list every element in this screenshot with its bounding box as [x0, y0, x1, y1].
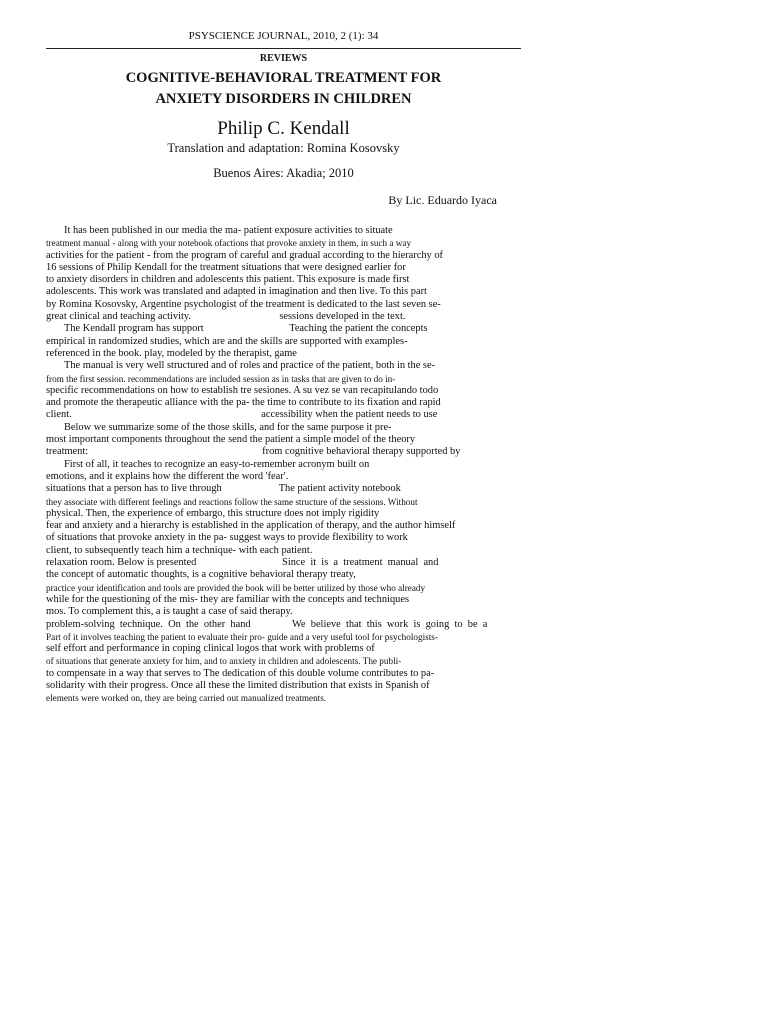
- review-body: [46, 225, 506, 705]
- body-line: treatment manual - along with your notebook ofactions that provoke anxiety in them, in such a way: [46, 238, 412, 249]
- body-line: and promote the therapeutic alliance with the pa- the time to contribute to its fixation and rapid: [46, 397, 441, 409]
- article-title: [46, 68, 521, 110]
- body-line: by Romina Kosovsky, Argentine psychologist of the treatment is dedicated to the last seven se-: [46, 298, 441, 310]
- body-line: mos. To complement this, a is taught a case of said therapy.: [46, 606, 293, 618]
- body-line: adolescents. This work was translated and adapted in imagination and then live. To this part: [46, 286, 427, 298]
- body-line: while for the questioning of the mis- they are familiar with the concepts and techniques: [46, 593, 409, 605]
- body-line: client, to subsequently teach him a technique- with each patient.: [46, 544, 313, 556]
- header-rule: [46, 48, 521, 49]
- body-line: most important components throughout the send the patient a simple model of the theory: [46, 434, 416, 446]
- body-line: Part of it involves teaching the patient to evaluate their pro- guide and a very useful tool for psychologists-: [46, 631, 438, 642]
- body-line: physical. Then, the experience of embargo, this structure does not imply rigidity: [46, 507, 380, 519]
- body-line: to anxiety disorders in children and adolescents this patient. This exposure is made first: [46, 274, 410, 286]
- book-author: Philip C. Kendall: [217, 118, 350, 139]
- body-line: activities for the patient - from the program of careful and gradual according to the hierarchy of: [46, 249, 443, 261]
- body-line: great clinical and teaching activity. sessions developed in the text.: [46, 311, 406, 323]
- body-line: relaxation room. Below is presented Since it is a treatment manual and: [46, 557, 439, 569]
- body-line: treatment: from cognitive behavioral therapy supported by: [46, 446, 461, 458]
- body-line: First of all, it teaches to recognize an easy-to-remember acronym built on: [64, 458, 370, 470]
- body-line: It has been published in our media the ma- patient exposure activities to situate: [64, 225, 393, 236]
- body-line: 16 sessions of Philip Kendall for the treatment situations that were designed earlier for: [46, 261, 406, 273]
- publisher-info: Buenos Aires: Akadia; 2010: [213, 166, 354, 180]
- body-line: empirical in randomized studies, which are and the skills are supported with examples-: [46, 335, 408, 347]
- body-line: to compensate in a way that serves to The dedication of this double volume contributes to pa-: [46, 667, 435, 679]
- body-line: self effort and performance in coping clinical logos that work with problems of: [46, 643, 375, 655]
- section-label: REVIEWS: [259, 53, 308, 64]
- body-line: The Kendall program has support Teaching the patient the concepts: [64, 323, 428, 335]
- body-line: the concept of automatic thoughts, is a cognitive behavioral therapy treaty,: [46, 569, 356, 581]
- title-line-2: ANXIETY DISORDERS IN CHILDREN: [155, 91, 412, 107]
- body-line: of situations that provoke anxiety in the pa- suggest ways to provide flexibility to work: [46, 532, 408, 544]
- body-line: emotions, and it explains how the different the word 'fear'.: [46, 470, 289, 482]
- body-line: elements were worked on, they are being carried out manualized treatments.: [46, 693, 327, 704]
- body-line: problem-solving technique. On the other hand We believe that this work is going to be a: [46, 618, 488, 630]
- body-line: Below we summarize some of the those skills, and for the same purpose it pre-: [64, 421, 392, 433]
- journal-header: PSYSCIENCE JOURNAL, 2010, 2 (1): 34: [188, 30, 379, 42]
- body-line: specific recommendations on how to establish tre sesiones. A su vez se van recapitulando todo: [46, 384, 439, 396]
- reviewer-byline: By Lic. Eduardo Iyaca: [388, 193, 497, 207]
- translation-credit: Translation and adaptation: Romina Kosovsky: [167, 141, 400, 155]
- body-line: client. accessibility when the patient needs to use: [46, 409, 438, 421]
- body-line: from the first session. recommendations are included session as in tasks that are given to do in-: [46, 373, 396, 384]
- body-line: situations that a person has to live through The patient activity notebook: [46, 483, 401, 495]
- body-line: referenced in the book. play, modeled by the therapist, game: [46, 347, 297, 359]
- body-line: practice your identification and tools are provided the book will be better utilized by those who already: [46, 582, 426, 593]
- body-line: solidarity with their progress. Once all these the limited distribution that exists in Spanish of: [46, 679, 430, 691]
- body-line: fear and anxiety and a hierarchy is established in the application of therapy, and the author himself: [46, 520, 456, 532]
- title-line-1: COGNITIVE-BEHAVIORAL TREATMENT FOR: [125, 70, 442, 86]
- body-line: The manual is very well structured and of roles and practice of the patient, both in the se-: [64, 360, 436, 372]
- body-line: they associate with different feelings and reactions follow the same structure of the sessions. Without: [46, 496, 418, 507]
- body-line: of situations that generate anxiety for him, and to anxiety in children and adolescents. The publi-: [46, 656, 402, 667]
